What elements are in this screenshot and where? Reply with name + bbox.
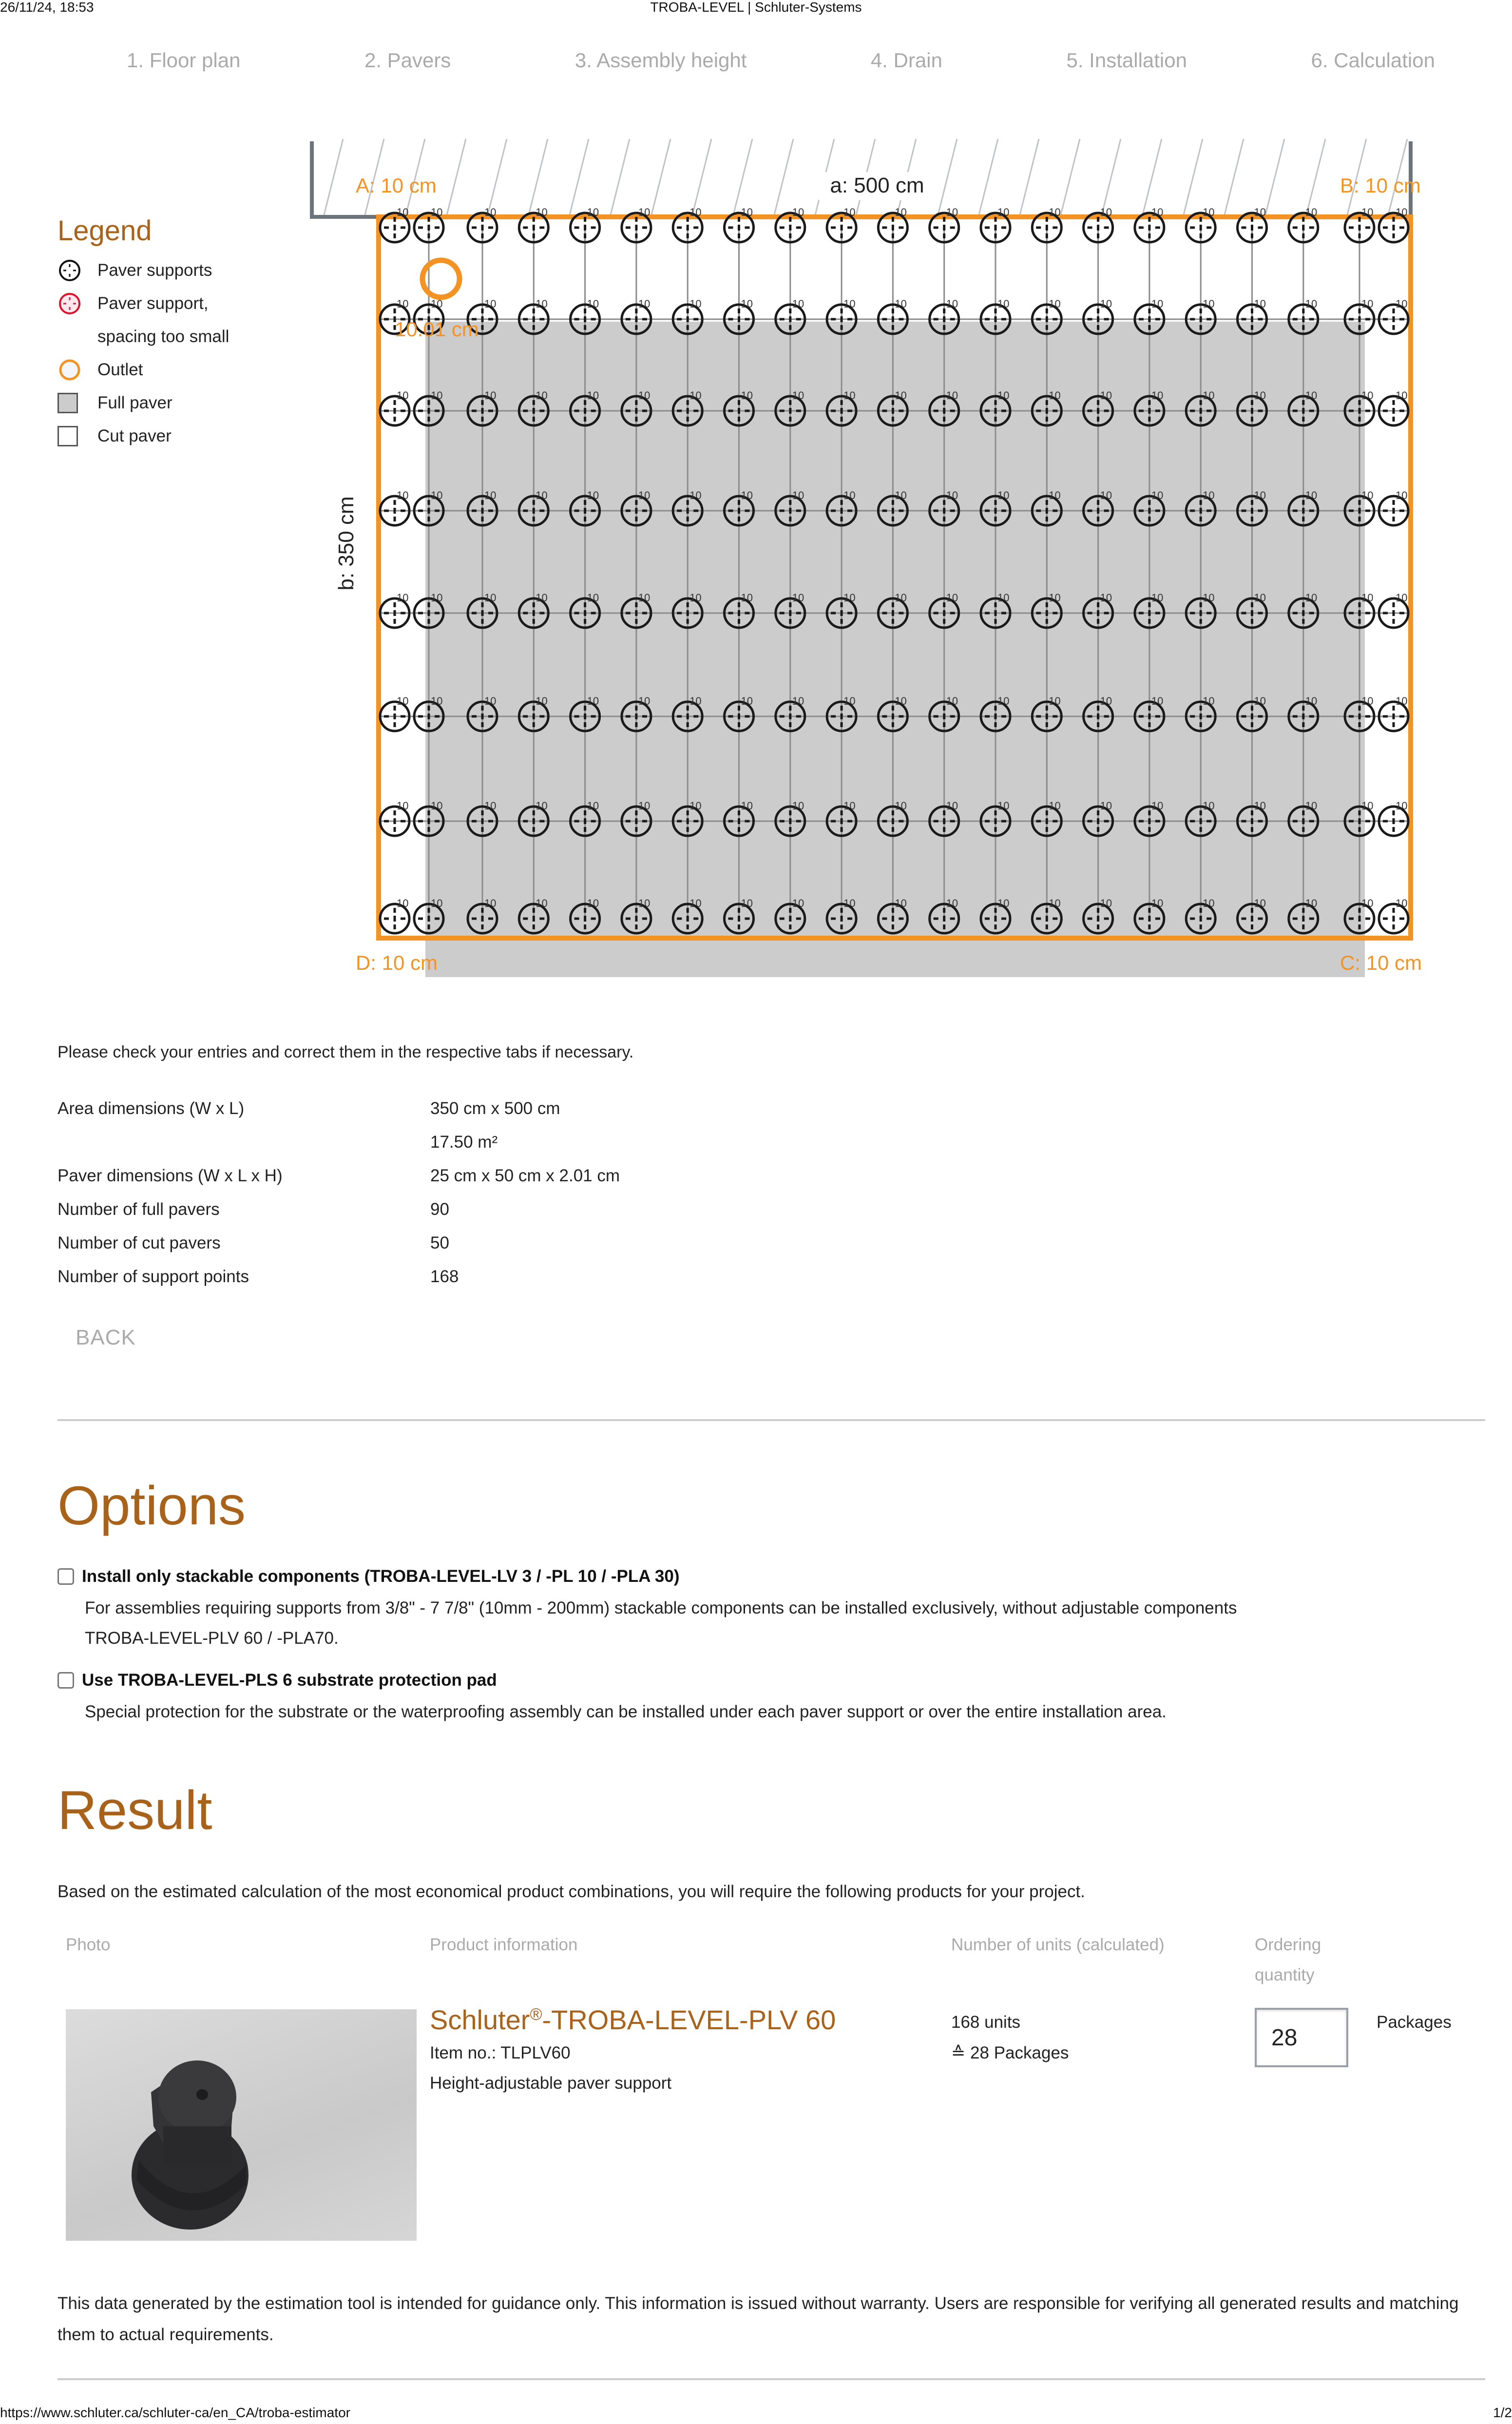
svg-text:10: 10	[536, 592, 548, 604]
svg-text:10: 10	[741, 695, 753, 707]
order-unit: Packages	[1377, 2013, 1452, 2032]
svg-text:10: 10	[1254, 897, 1266, 909]
legend-item-paver-supports	[57, 254, 229, 287]
svg-text:10: 10	[1049, 489, 1061, 501]
svg-text:10: 10	[1203, 298, 1215, 310]
cut-paver-icon	[57, 420, 97, 453]
svg-text:10: 10	[397, 206, 409, 218]
svg-text:10: 10	[1049, 592, 1061, 604]
legend-title: Legend	[57, 215, 152, 247]
paver-support-icon	[1135, 206, 1164, 242]
paver-support-icon	[622, 206, 651, 242]
svg-text:10: 10	[1361, 592, 1374, 604]
floor-plan-diagram	[302, 139, 1423, 980]
svg-text:10: 10	[741, 206, 753, 218]
svg-text:10: 10	[1203, 206, 1215, 218]
svg-text:10: 10	[397, 389, 409, 402]
svg-text:10: 10	[997, 695, 1010, 707]
paver-support-icon	[1379, 695, 1408, 731]
paver-support-icon	[380, 592, 409, 628]
svg-text:10: 10	[1254, 695, 1266, 707]
full-paver-area	[425, 322, 1365, 977]
col-units: Number of units (calculated)	[951, 1935, 1165, 1954]
legend-item-outlet	[57, 353, 229, 386]
svg-text:10: 10	[484, 298, 497, 310]
svg-text:10: 10	[1049, 800, 1061, 812]
svg-text:10: 10	[1151, 592, 1164, 604]
svg-text:10: 10	[792, 206, 804, 218]
summary-row-area-m2: 17.50 m²	[430, 1132, 498, 1152]
svg-text:10: 10	[997, 897, 1010, 909]
svg-text:10: 10	[638, 800, 651, 812]
svg-text:10: 10	[638, 592, 651, 604]
legend-label-2: spacing too small	[97, 327, 230, 346]
col-ordering: Ordering quantity	[1255, 1935, 1321, 1984]
paver-support-icon	[673, 206, 702, 242]
svg-text:10: 10	[792, 298, 804, 310]
svg-text:10: 10	[689, 897, 702, 909]
svg-text:10: 10	[1361, 897, 1374, 909]
svg-text:10: 10	[792, 592, 804, 604]
tab-assembly-height[interactable]: 3. Assembly height	[574, 49, 747, 72]
disclaimer: This data generated by the estimation tool is intended for guidance only. This information is issued without warranty. Users are responsible for verifying all generated results and matching them to actual requirements.	[57, 2294, 1459, 2344]
paver-support-icon	[1238, 206, 1267, 242]
svg-text:10: 10	[1305, 695, 1318, 707]
svg-text:10: 10	[397, 800, 409, 812]
svg-text:10: 10	[587, 206, 599, 218]
legend-item-spacing-too-small	[57, 287, 229, 353]
option-protection-pad-label[interactable]: Use TROBA-LEVEL-PLS 6 substrate protection pad	[57, 1671, 1167, 1690]
svg-text:10: 10	[1100, 389, 1112, 402]
summary-row-full-pavers: Number of full pavers 90	[57, 1199, 449, 1219]
svg-text:10: 10	[1305, 489, 1318, 501]
svg-text:10: 10	[741, 800, 753, 812]
legend-label: Outlet	[97, 360, 143, 379]
svg-text:10: 10	[431, 592, 443, 604]
full-paver-icon	[57, 386, 97, 420]
svg-text:10: 10	[638, 206, 651, 218]
svg-text:10: 10	[1203, 695, 1215, 707]
length-label: a: 500 cm	[830, 173, 924, 197]
svg-text:10: 10	[1254, 389, 1266, 402]
svg-text:10: 10	[946, 592, 958, 604]
svg-text:10: 10	[946, 206, 958, 218]
svg-text:10: 10	[397, 695, 409, 707]
svg-text:10: 10	[843, 695, 856, 707]
svg-text:10: 10	[536, 800, 548, 812]
svg-text:10: 10	[895, 800, 907, 812]
svg-text:10: 10	[1396, 800, 1408, 812]
legend-label: Paver support,	[97, 294, 209, 313]
product-description: Height-adjustable paver support	[430, 2074, 672, 2093]
svg-text:10: 10	[536, 389, 548, 402]
svg-text:10: 10	[484, 489, 497, 501]
summary-row-paver-dims: Paver dimensions (W x L x H) 25 cm x 50 cm x 2.01 cm	[57, 1166, 620, 1185]
edge-label-a: A: 10 cm	[356, 174, 437, 197]
svg-text:10: 10	[946, 695, 958, 707]
paver-support-icon	[571, 206, 600, 242]
svg-text:10: 10	[997, 206, 1010, 218]
svg-text:10: 10	[946, 489, 958, 501]
svg-text:10: 10	[843, 897, 856, 909]
svg-text:10: 10	[1100, 897, 1112, 909]
paver-support-icon	[1379, 897, 1408, 933]
svg-text:10: 10	[1100, 800, 1112, 812]
print-title: TROBA-LEVEL | Schluter-Systems	[650, 0, 862, 15]
svg-text:10: 10	[431, 897, 443, 909]
paver-support-icon	[380, 489, 409, 525]
svg-text:10: 10	[1151, 489, 1164, 501]
paver-support-icon	[380, 695, 409, 731]
svg-text:10: 10	[1049, 695, 1061, 707]
tab-pavers[interactable]: 2. Pavers	[364, 49, 451, 72]
summary-row-area: Area dimensions (W x L) 350 cm x 500 cm	[57, 1098, 560, 1118]
svg-text:10: 10	[1203, 592, 1215, 604]
paver-support-icon	[1379, 489, 1408, 525]
svg-text:10: 10	[587, 695, 599, 707]
svg-text:10: 10	[1396, 389, 1408, 402]
paver-support-icon	[981, 206, 1010, 242]
paver-support-icon	[380, 897, 409, 933]
svg-text:10: 10	[946, 389, 958, 402]
svg-text:10: 10	[895, 489, 907, 501]
stackable-checkbox[interactable]	[57, 1568, 74, 1585]
svg-text:10: 10	[946, 897, 958, 909]
svg-text:10: 10	[536, 206, 548, 218]
svg-text:10: 10	[843, 389, 856, 402]
svg-text:10: 10	[1100, 592, 1112, 604]
svg-text:10: 10	[997, 298, 1010, 310]
svg-text:10: 10	[843, 800, 856, 812]
paver-support-icon	[1186, 206, 1215, 242]
options-heading: Options	[57, 1475, 246, 1536]
svg-text:10: 10	[1203, 389, 1215, 402]
svg-text:10: 10	[1049, 298, 1061, 310]
edge-label-d: D: 10 cm	[356, 951, 438, 974]
legend-item-cut-paver	[57, 420, 229, 453]
paver-support-icon	[1084, 206, 1113, 242]
svg-text:10: 10	[689, 206, 702, 218]
svg-text:10: 10	[1049, 389, 1061, 402]
svg-text:10: 10	[689, 695, 702, 707]
svg-text:10: 10	[792, 897, 804, 909]
svg-text:10: 10	[587, 389, 599, 402]
svg-text:10: 10	[895, 389, 907, 402]
svg-text:10: 10	[1361, 800, 1374, 812]
outlet-marker	[422, 260, 459, 297]
back-button[interactable]: BACK	[76, 1326, 136, 1349]
svg-text:10: 10	[1305, 897, 1318, 909]
paver-support-icon	[776, 206, 805, 242]
option-stackable-desc: For assemblies requiring supports from 3/8" - 7 7/8" (10mm - 200mm) stackable components can be installed exclusively, without adjustable components TROBA-LEVEL-PLV 60 / -PLA70.	[85, 1598, 1237, 1648]
option-stackable-label[interactable]: Install only stackable components (TROBA-LEVEL-LV 3 / -PL 10 / -PLA 30)	[57, 1567, 1237, 1586]
footer-divider	[57, 2378, 1485, 2380]
print-datetime: 26/11/24, 18:53	[0, 0, 94, 15]
svg-text:10: 10	[1396, 298, 1408, 310]
svg-text:10: 10	[1361, 489, 1374, 501]
tab-floor-plan[interactable]: 1. Floor plan	[127, 49, 241, 72]
paver-support-icon	[1379, 592, 1408, 628]
option-protection-pad-desc: Special protection for the substrate or the waterproofing assembly can be installed under each paver support or over the entire installation area.	[85, 1702, 1167, 1721]
svg-text:10: 10	[1305, 592, 1318, 604]
svg-text:10: 10	[741, 298, 753, 310]
svg-text:10: 10	[895, 592, 907, 604]
result-intro: Based on the estimated calculation of the most economical product combinations, you will require the following products for your project.	[57, 1882, 1085, 1901]
svg-text:10: 10	[1254, 489, 1266, 501]
svg-text:10: 10	[1254, 206, 1266, 218]
svg-text:10: 10	[1049, 897, 1061, 909]
svg-text:10: 10	[1049, 206, 1061, 218]
svg-text:10: 10	[997, 800, 1010, 812]
col-product-info: Product information	[430, 1935, 578, 1954]
units-calculated: 168 units	[951, 2013, 1021, 2032]
svg-text:10: 10	[1254, 592, 1266, 604]
product-photo	[66, 2009, 417, 2241]
svg-text:10: 10	[997, 489, 1010, 501]
svg-text:10: 10	[741, 897, 753, 909]
svg-text:10: 10	[397, 897, 409, 909]
svg-text:10: 10	[1396, 206, 1408, 218]
svg-text:10: 10	[689, 489, 702, 501]
svg-text:10: 10	[843, 206, 856, 218]
svg-text:10: 10	[1100, 206, 1112, 218]
svg-text:10: 10	[792, 389, 804, 402]
paver-support-icon	[1379, 800, 1408, 836]
col-photo: Photo	[66, 1935, 111, 1954]
svg-text:10: 10	[1361, 389, 1374, 402]
legend-label: Full paver	[97, 393, 172, 412]
svg-text:10: 10	[741, 592, 753, 604]
legend	[57, 214, 229, 453]
svg-text:10: 10	[1305, 800, 1318, 812]
svg-text:10: 10	[895, 897, 907, 909]
svg-text:10: 10	[843, 298, 856, 310]
svg-text:10: 10	[1305, 206, 1318, 218]
svg-text:10: 10	[792, 489, 804, 501]
svg-text:10: 10	[895, 298, 907, 310]
tab-drain[interactable]: 4. Drain	[870, 49, 942, 72]
paver-support-icon	[468, 206, 497, 242]
svg-text:10: 10	[1361, 206, 1374, 218]
paver-support-icon	[930, 206, 959, 242]
paver-support-icon	[725, 206, 754, 242]
paver-support-warning-icon	[57, 287, 97, 320]
section-divider	[57, 1419, 1485, 1421]
svg-text:10: 10	[1203, 897, 1215, 909]
protection-pad-checkbox[interactable]	[57, 1672, 74, 1689]
paver-support-icon	[827, 206, 856, 242]
svg-text:10: 10	[1254, 800, 1266, 812]
summary-table	[57, 1092, 620, 1293]
summary-row-cut-pavers: Number of cut pavers 50	[57, 1233, 449, 1252]
svg-text:10: 10	[431, 800, 443, 812]
order-quantity-input[interactable]	[1255, 2008, 1348, 2067]
svg-text:10: 10	[431, 206, 443, 218]
outlet-offset-label: 10.01 cm	[395, 318, 479, 341]
svg-text:10: 10	[895, 206, 907, 218]
svg-text:10: 10	[1203, 489, 1215, 501]
svg-text:10: 10	[741, 389, 753, 402]
svg-text:10: 10	[1100, 298, 1112, 310]
svg-text:10: 10	[843, 592, 856, 604]
paver-support-icon	[1379, 389, 1408, 425]
width-label: b: 350 cm	[334, 496, 358, 591]
paver-support-icon	[1289, 206, 1318, 242]
svg-text:10: 10	[1396, 897, 1408, 909]
svg-text:10: 10	[843, 489, 856, 501]
footer-page: 1/2	[1493, 2405, 1512, 2420]
svg-text:10: 10	[1396, 489, 1408, 501]
svg-text:10: 10	[689, 592, 702, 604]
paver-support-icon	[878, 206, 907, 242]
svg-text:10: 10	[587, 489, 599, 501]
svg-text:10: 10	[1254, 298, 1266, 310]
svg-text:10: 10	[431, 298, 443, 310]
svg-text:10: 10	[536, 489, 548, 501]
edge-label-b: B: 10 cm	[1340, 174, 1421, 197]
option-protection-pad	[57, 1671, 1167, 1727]
svg-text:10: 10	[431, 389, 443, 402]
step-tabs	[58, 49, 1462, 72]
svg-text:10: 10	[587, 592, 599, 604]
svg-text:10: 10	[1151, 897, 1164, 909]
svg-text:10: 10	[484, 389, 497, 402]
edge-label-c: C: 10 cm	[1340, 951, 1422, 974]
svg-text:10: 10	[397, 489, 409, 501]
svg-text:10: 10	[431, 489, 443, 501]
svg-text:10: 10	[946, 298, 958, 310]
product-item-no: Item no.: TLPLV60	[430, 2043, 571, 2062]
footer-url: https://www.schluter.ca/schluter-ca/en_CA/troba-estimator	[0, 2405, 350, 2420]
svg-text:10: 10	[792, 695, 804, 707]
svg-text:10: 10	[792, 800, 804, 812]
packages-calculated: ≙ 28 Packages	[951, 2043, 1069, 2062]
svg-text:10: 10	[1151, 206, 1164, 218]
svg-text:10: 10	[1151, 695, 1164, 707]
svg-text:10: 10	[397, 592, 409, 604]
paver-support-icon	[519, 206, 548, 242]
svg-text:10: 10	[895, 695, 907, 707]
paver-support-icon	[414, 206, 443, 242]
result-heading: Result	[57, 1780, 212, 1841]
svg-text:10: 10	[997, 592, 1010, 604]
svg-text:10: 10	[689, 389, 702, 402]
tab-calculation[interactable]: 6. Calculation	[1311, 49, 1435, 72]
product-title[interactable]: Schluter®-TROBA-LEVEL-PLV 60	[430, 2004, 836, 2035]
svg-text:10: 10	[1396, 695, 1408, 707]
svg-text:10: 10	[587, 897, 599, 909]
svg-text:10: 10	[638, 695, 651, 707]
svg-text:10: 10	[1305, 389, 1318, 402]
svg-text:10: 10	[638, 489, 651, 501]
check-entries-text: Please check your entries and correct them in the respective tabs if necessary.	[57, 1043, 634, 1061]
svg-text:10: 10	[1361, 695, 1374, 707]
svg-text:10: 10	[638, 298, 651, 310]
paver-support-icon	[1345, 206, 1374, 242]
svg-text:10: 10	[1100, 695, 1112, 707]
svg-text:10: 10	[741, 489, 753, 501]
summary-row-support-points: Number of support points 168	[57, 1267, 459, 1286]
legend-label: Paver supports	[97, 261, 212, 280]
svg-text:10: 10	[397, 298, 409, 310]
paver-support-icon	[380, 389, 409, 425]
svg-text:10: 10	[1396, 592, 1408, 604]
svg-text:10: 10	[536, 897, 548, 909]
svg-text:10: 10	[1151, 298, 1164, 310]
svg-text:10: 10	[638, 389, 651, 402]
outlet-icon	[57, 353, 97, 386]
legend-item-full-paver	[57, 386, 229, 420]
svg-text:10: 10	[1361, 298, 1374, 310]
svg-text:10: 10	[484, 800, 497, 812]
option-stackable	[57, 1567, 1237, 1654]
svg-text:10: 10	[536, 695, 548, 707]
svg-text:10: 10	[587, 298, 599, 310]
svg-text:10: 10	[484, 897, 497, 909]
svg-text:10: 10	[1203, 800, 1215, 812]
paver-support-icon	[380, 206, 409, 242]
svg-text:10: 10	[587, 800, 599, 812]
legend-label: Cut paver	[97, 426, 172, 445]
svg-text:10: 10	[997, 389, 1010, 402]
paver-support-icon	[1379, 206, 1408, 242]
svg-text:10: 10	[1305, 298, 1318, 310]
paver-support-icon	[57, 254, 97, 287]
paver-support-icon	[380, 800, 409, 836]
svg-text:10: 10	[1151, 800, 1164, 812]
svg-text:10: 10	[484, 206, 497, 218]
svg-text:10: 10	[431, 695, 443, 707]
tab-installation[interactable]: 5. Installation	[1066, 49, 1187, 72]
svg-text:10: 10	[484, 695, 497, 707]
svg-text:10: 10	[638, 897, 651, 909]
svg-text:10: 10	[1100, 489, 1112, 501]
paver-support-icon	[1032, 206, 1061, 242]
paver-support-icon	[1379, 298, 1408, 334]
svg-text:10: 10	[484, 592, 497, 604]
svg-text:10: 10	[689, 298, 702, 310]
svg-text:10: 10	[536, 298, 548, 310]
svg-text:10: 10	[689, 800, 702, 812]
svg-text:10: 10	[946, 800, 958, 812]
svg-text:10: 10	[1151, 389, 1164, 402]
